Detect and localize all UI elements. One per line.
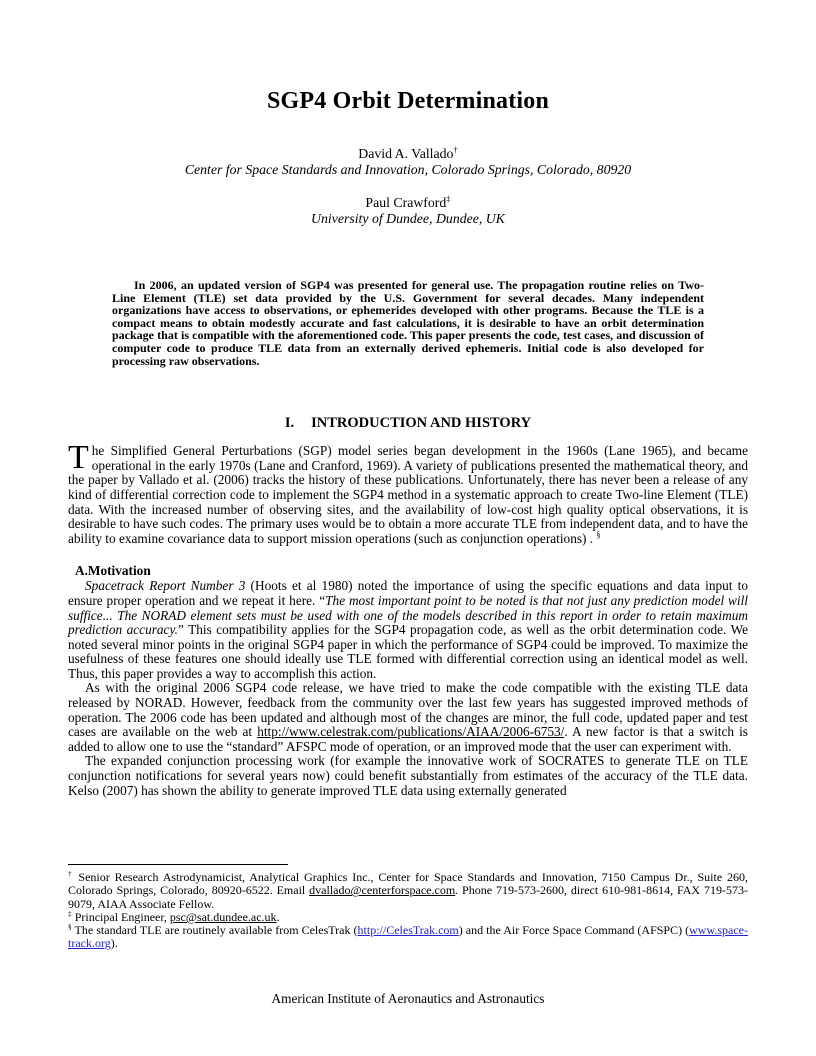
motivation-p2-text-a: As with the original 2006 SGP4 code release, we have tried to make the code compatible with the existing TLE data released by NORAD. However, feedback from the community over the last few years has suggested improved methods of operation. The 2006 code has been updated and although most of the changes are minor, the full code, updated paper and test cases are available on the web at [68, 680, 748, 740]
section-number: I. [284, 415, 295, 432]
section-heading-introduction [68, 415, 748, 432]
author-1-footnote-mark: † [453, 144, 458, 155]
author-name-2 [68, 195, 748, 211]
page-title: SGP4 Orbit Determination [266, 88, 550, 114]
subsection-heading-motivation: A.Motivation [75, 563, 151, 579]
motivation-paragraph-2 [68, 681, 748, 754]
footnote-dagger-mark: † [68, 869, 74, 878]
footnote-dagger-text-a: Senior Research Astrodynamicist, Analytical Graphics Inc., Center for Space Standards and Innovation, 7150 Campus Dr., Suite 260, Colorado Springs, Colorado, 80920-6522. Email [68, 870, 749, 898]
author-name-2-text: Paul Crawford [365, 195, 447, 210]
drop-cap: T [68, 439, 89, 477]
crawford-email-link[interactable]: psc@sat.dundee.ac.uk [169, 909, 277, 924]
motivation-paragraph-1 [68, 579, 748, 681]
footnote-section-text-c: ). [110, 936, 118, 951]
author-name-1-text: David A. Vallado [358, 146, 454, 161]
page-footer-text: American Institute of Aeronautics and Astronautics [271, 991, 545, 1006]
author-affiliation-2: University of Dundee, Dundee, UK [311, 211, 505, 226]
section-title: INTRODUCTION AND HISTORY [311, 415, 532, 432]
footnote-dagger [68, 871, 748, 911]
footnote-double-dagger-text-b: . [276, 909, 280, 924]
motivation-p1-text-a: (Hoots et al 1980) noted the importance of using the specific equations and data input to ensure proper operation and we repeat it here. “ [68, 578, 749, 608]
footnotes-section [68, 864, 748, 951]
intro-paragraph-text: he Simplified General Perturbations (SGP) model series began development in the 1960s (Lane 1965), and became operational in the early 1970s (Lane and Cranford, 1969). A variety of publications presented the mathematical theory, and the paper by Vallado et al. (2006) tracks the history of these publications. Unfortunately, there has never been a release of any kind of differential correction code to implement the SGP4 method in a systematic approach to create Two-line Element (TLE) data. With the increased number of observing sites, and the availability of low-cost high quality optical observations, it is desirable to have such codes. The primary uses would be to obtain a more accurate TLE from independent data, and to have the ability to examine covariance data to support mission operations (such as conjunction operations) . [68, 443, 748, 546]
footnote-separator-rule [68, 864, 288, 865]
author-name-1 [68, 146, 748, 162]
celestrak-publications-link[interactable]: http://www.celestrak.com/publications/AIAA/2006-6753/ [257, 724, 565, 740]
vallado-email-link[interactable]: dvallado@centerforspace.com [309, 883, 456, 898]
spacetrack-report-title: Spacetrack Report Number 3 [85, 578, 246, 594]
motivation-p2-text-b: . A new factor is that a switch is added to allow one to use the “standard” AFSPC mode of operation, or an improved mode that the user can experiment with. [68, 724, 748, 754]
footnote-double-dagger-mark: ‡ [68, 908, 72, 918]
space-track-link[interactable]: www.space-track.org [68, 923, 749, 951]
footnote-section-mark [68, 924, 748, 951]
footnote-section-text-a: The standard TLE are routinely available from CelesTrak ( [71, 923, 358, 938]
intro-footnote-mark: § [596, 530, 601, 540]
footnote-double-dagger-text-a: Principal Engineer, [71, 909, 170, 924]
footnote-section-mark-symbol: § [68, 922, 72, 932]
intro-paragraph [68, 439, 748, 546]
author-affiliation-1: Center for Space Standards and Innovation, Colorado Springs, Colorado, 80920 [184, 162, 632, 177]
footnote-section-text-b: ) and the Air Force Space Command (AFSPC) ( [458, 923, 690, 938]
celestrak-home-link[interactable]: http://CelesTrak.com [357, 923, 459, 938]
abstract-text: In 2006, an updated version of SGP4 was presented for general use. The propagation routine relies on Two-Line Element (TLE) set data provided by the U.S. Government for several decades. Many independent organizations have access to observations, or ephemerides developed with other programs. Because the TLE is a compact means to obtain modestly accurate and fast calculations, it is desirable to have an orbit determination package that is compatible with the aforementioned code. This paper presents the code, test cases, and discussion of computer code to produce TLE data from an externally derived ephemeris. Initial code is also developed for processing raw observations. [112, 278, 704, 368]
spacetrack-quote: The most important point to be noted is that not just any prediction model will suffice... The NORAD element sets must be used with one of the models described in this report in order to retain maximum prediction accuracy. [68, 592, 748, 638]
footnote-dagger-text-b: . Phone 719-573-2600, direct 610-981-8614, FAX 719-573-9079, AIAA Associate Fellow. [68, 883, 748, 911]
author-2-footnote-mark: ‡ [446, 193, 451, 204]
motivation-paragraph-3: The expanded conjunction processing work (for example the innovative work of SOCRATES to generate TLE on TLE conjunction notifications for several years now) could benefit substantially from estimates of the accuracy of the TLE data. Kelso (2007) has shown the ability to generate improved TLE data using externally generated [68, 753, 748, 798]
content-column [68, 0, 748, 798]
motivation-p1-text-b: ” This compatibility applies for the SGP4 propagation code, as well as the orbit determination code. We noted several minor points in the original SGP4 paper in which the performance of SGP4 could be improved. To maximize the usefulness of these features one should ideally use TLE formed with differential correction using an identical model as well. Thus, this paper provides a way to accomplish this action. [68, 622, 749, 681]
